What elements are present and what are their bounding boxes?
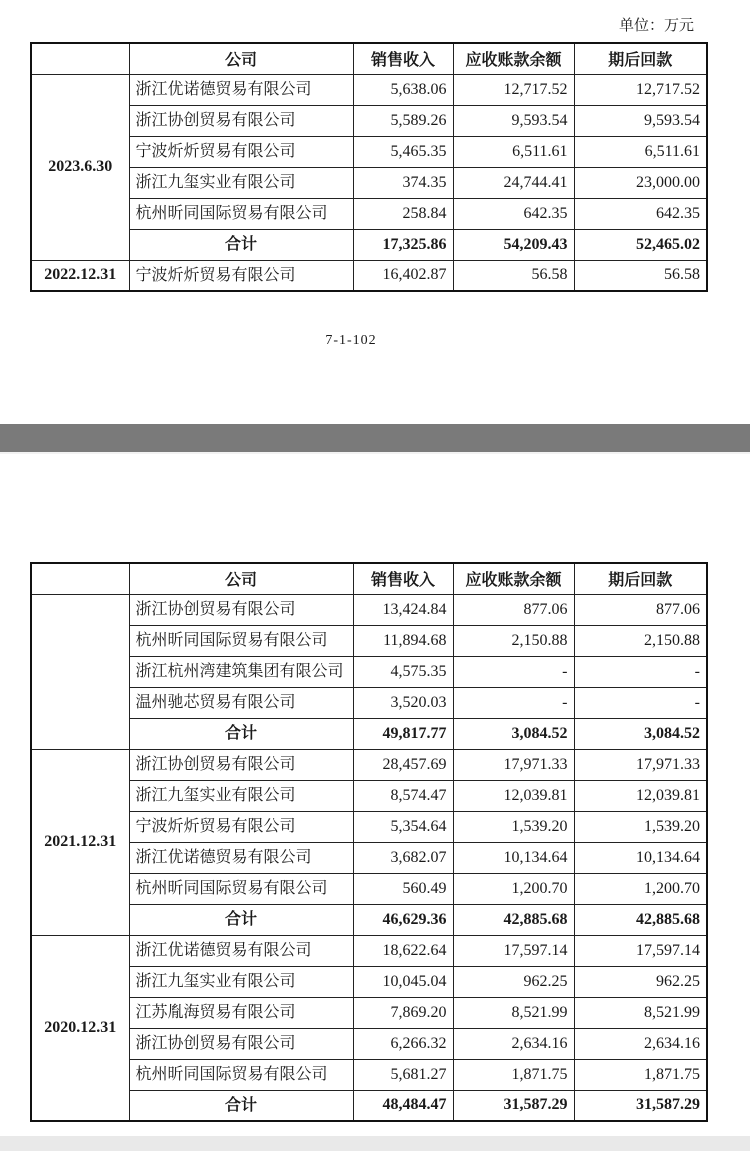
collection-cell: 23,000.00 — [574, 167, 707, 198]
sales-cell: 46,629.36 — [353, 904, 453, 935]
sales-cell: 28,457.69 — [353, 749, 453, 780]
table-row — [31, 656, 707, 687]
company-cell: 浙江协创贸易有限公司 — [129, 105, 353, 136]
sales-cell: 5,589.26 — [353, 105, 453, 136]
company-cell: 浙江九玺实业有限公司 — [129, 167, 353, 198]
total-label-cell: 合计 — [129, 904, 353, 935]
collection-cell: 962.25 — [574, 966, 707, 997]
receivables-table-2023-2022 — [30, 42, 708, 292]
table-row — [31, 935, 707, 966]
sales-cell: 374.35 — [353, 167, 453, 198]
sales-cell: 6,266.32 — [353, 1028, 453, 1059]
table-row — [31, 873, 707, 904]
collection-cell: 56.58 — [574, 260, 707, 291]
sales-cell: 49,817.77 — [353, 718, 453, 749]
company-cell: 温州驰芯贸易有限公司 — [129, 687, 353, 718]
table-row — [31, 842, 707, 873]
receivable-cell: 31,587.29 — [453, 1090, 574, 1121]
page-number: 7-1-102 — [325, 333, 377, 348]
company-cell: 浙江九玺实业有限公司 — [129, 780, 353, 811]
receivable-cell: - — [453, 687, 574, 718]
receivable-cell: 3,084.52 — [453, 718, 574, 749]
date-column-header — [31, 563, 129, 594]
date-cell: 2022.12.31 — [31, 260, 129, 291]
company-cell: 杭州昕同国际贸易有限公司 — [129, 873, 353, 904]
collection-cell: 17,597.14 — [574, 935, 707, 966]
table-row — [31, 1059, 707, 1090]
column-header-1: 销售收入 — [353, 563, 453, 594]
receivable-cell: 2,150.88 — [453, 625, 574, 656]
receivable-cell: 962.25 — [453, 966, 574, 997]
receivable-cell: 6,511.61 — [453, 136, 574, 167]
date-column-header — [31, 43, 129, 74]
header-row — [31, 563, 707, 594]
table-row — [31, 74, 707, 105]
company-cell: 浙江优诺德贸易有限公司 — [129, 935, 353, 966]
collection-cell: 17,971.33 — [574, 749, 707, 780]
receivable-cell: 1,200.70 — [453, 873, 574, 904]
sales-cell: 4,575.35 — [353, 656, 453, 687]
total-row — [31, 229, 707, 260]
company-cell: 浙江协创贸易有限公司 — [129, 1028, 353, 1059]
collection-cell: 52,465.02 — [574, 229, 707, 260]
page-separator-bar — [0, 424, 750, 454]
receivable-cell: 642.35 — [453, 198, 574, 229]
sales-cell: 8,574.47 — [353, 780, 453, 811]
company-cell: 杭州昕同国际贸易有限公司 — [129, 1059, 353, 1090]
sales-cell: 11,894.68 — [353, 625, 453, 656]
date-cell — [31, 594, 129, 749]
sales-cell: 258.84 — [353, 198, 453, 229]
column-header-2: 应收账款余额 — [453, 563, 574, 594]
sales-cell: 3,520.03 — [353, 687, 453, 718]
table-row — [31, 1028, 707, 1059]
table-row — [31, 198, 707, 229]
table-row — [31, 167, 707, 198]
sales-cell: 5,638.06 — [353, 74, 453, 105]
collection-cell: 9,593.54 — [574, 105, 707, 136]
collection-cell: 1,200.70 — [574, 873, 707, 904]
receivable-cell: 2,634.16 — [453, 1028, 574, 1059]
date-cell: 2020.12.31 — [31, 935, 129, 1121]
receivables-table-2022cont-2021-2020 — [30, 562, 708, 1122]
receivable-cell: 8,521.99 — [453, 997, 574, 1028]
column-header-2: 应收账款余额 — [453, 43, 574, 74]
sales-cell: 3,682.07 — [353, 842, 453, 873]
total-row — [31, 904, 707, 935]
receivable-cell: 17,971.33 — [453, 749, 574, 780]
total-label-cell: 合计 — [129, 1090, 353, 1121]
receivable-cell: 1,539.20 — [453, 811, 574, 842]
unit-label: 单位：万元 — [618, 18, 694, 34]
company-cell: 浙江九玺实业有限公司 — [129, 966, 353, 997]
column-header-1: 销售收入 — [353, 43, 453, 74]
collection-cell: 31,587.29 — [574, 1090, 707, 1121]
financial-table-1-container — [30, 42, 708, 292]
table-row — [31, 594, 707, 625]
sales-cell: 17,325.86 — [353, 229, 453, 260]
company-cell: 浙江优诺德贸易有限公司 — [129, 74, 353, 105]
sales-cell: 18,622.64 — [353, 935, 453, 966]
receivable-cell: 12,039.81 — [453, 780, 574, 811]
receivable-cell: 877.06 — [453, 594, 574, 625]
company-cell: 宁波炘炘贸易有限公司 — [129, 811, 353, 842]
table-row — [31, 997, 707, 1028]
total-label-cell: 合计 — [129, 718, 353, 749]
collection-cell: 877.06 — [574, 594, 707, 625]
table-row — [31, 625, 707, 656]
table-row — [31, 687, 707, 718]
total-label-cell: 合计 — [129, 229, 353, 260]
table-row — [31, 966, 707, 997]
receivable-cell: 12,717.52 — [453, 74, 574, 105]
collection-cell: - — [574, 656, 707, 687]
sales-cell: 16,402.87 — [353, 260, 453, 291]
collection-cell: 10,134.64 — [574, 842, 707, 873]
column-header-0: 公司 — [129, 43, 353, 74]
collection-cell: 8,521.99 — [574, 997, 707, 1028]
receivable-cell: 9,593.54 — [453, 105, 574, 136]
collection-cell: 12,039.81 — [574, 780, 707, 811]
collection-cell: 3,084.52 — [574, 718, 707, 749]
total-row — [31, 718, 707, 749]
sales-cell: 10,045.04 — [353, 966, 453, 997]
collection-cell: 6,511.61 — [574, 136, 707, 167]
table-row — [31, 811, 707, 842]
date-cell: 2021.12.31 — [31, 749, 129, 935]
receivable-cell: 1,871.75 — [453, 1059, 574, 1090]
financial-table-2-container — [30, 562, 708, 1122]
company-cell: 江苏胤海贸易有限公司 — [129, 997, 353, 1028]
table-row — [31, 105, 707, 136]
collection-cell: 2,634.16 — [574, 1028, 707, 1059]
receivable-cell: - — [453, 656, 574, 687]
receivable-cell: 42,885.68 — [453, 904, 574, 935]
collection-cell: 12,717.52 — [574, 74, 707, 105]
sales-cell: 13,424.84 — [353, 594, 453, 625]
collection-cell: 42,885.68 — [574, 904, 707, 935]
sales-cell: 5,681.27 — [353, 1059, 453, 1090]
collection-cell: 1,871.75 — [574, 1059, 707, 1090]
receivable-cell: 10,134.64 — [453, 842, 574, 873]
company-cell: 浙江协创贸易有限公司 — [129, 594, 353, 625]
total-row — [31, 1090, 707, 1121]
collection-cell: - — [574, 687, 707, 718]
collection-cell: 642.35 — [574, 198, 707, 229]
company-cell: 浙江优诺德贸易有限公司 — [129, 842, 353, 873]
receivable-cell: 54,209.43 — [453, 229, 574, 260]
receivable-cell: 24,744.41 — [453, 167, 574, 198]
company-cell: 宁波炘炘贸易有限公司 — [129, 136, 353, 167]
table-row — [31, 780, 707, 811]
company-cell: 杭州昕同国际贸易有限公司 — [129, 198, 353, 229]
collection-cell: 1,539.20 — [574, 811, 707, 842]
table-row — [31, 260, 707, 291]
sales-cell: 5,465.35 — [353, 136, 453, 167]
company-cell: 浙江杭州湾建筑集团有限公司 — [129, 656, 353, 687]
page-bottom-strip — [0, 1136, 750, 1151]
sales-cell: 5,354.64 — [353, 811, 453, 842]
column-header-3: 期后回款 — [574, 43, 707, 74]
table-row — [31, 136, 707, 167]
sales-cell: 7,869.20 — [353, 997, 453, 1028]
company-cell: 杭州昕同国际贸易有限公司 — [129, 625, 353, 656]
sales-cell: 560.49 — [353, 873, 453, 904]
receivable-cell: 56.58 — [453, 260, 574, 291]
sales-cell: 48,484.47 — [353, 1090, 453, 1121]
collection-cell: 2,150.88 — [574, 625, 707, 656]
header-row — [31, 43, 707, 74]
date-cell: 2023.6.30 — [31, 74, 129, 260]
company-cell: 浙江协创贸易有限公司 — [129, 749, 353, 780]
table-row — [31, 749, 707, 780]
column-header-3: 期后回款 — [574, 563, 707, 594]
company-cell: 宁波炘炘贸易有限公司 — [129, 260, 353, 291]
receivable-cell: 17,597.14 — [453, 935, 574, 966]
column-header-0: 公司 — [129, 563, 353, 594]
